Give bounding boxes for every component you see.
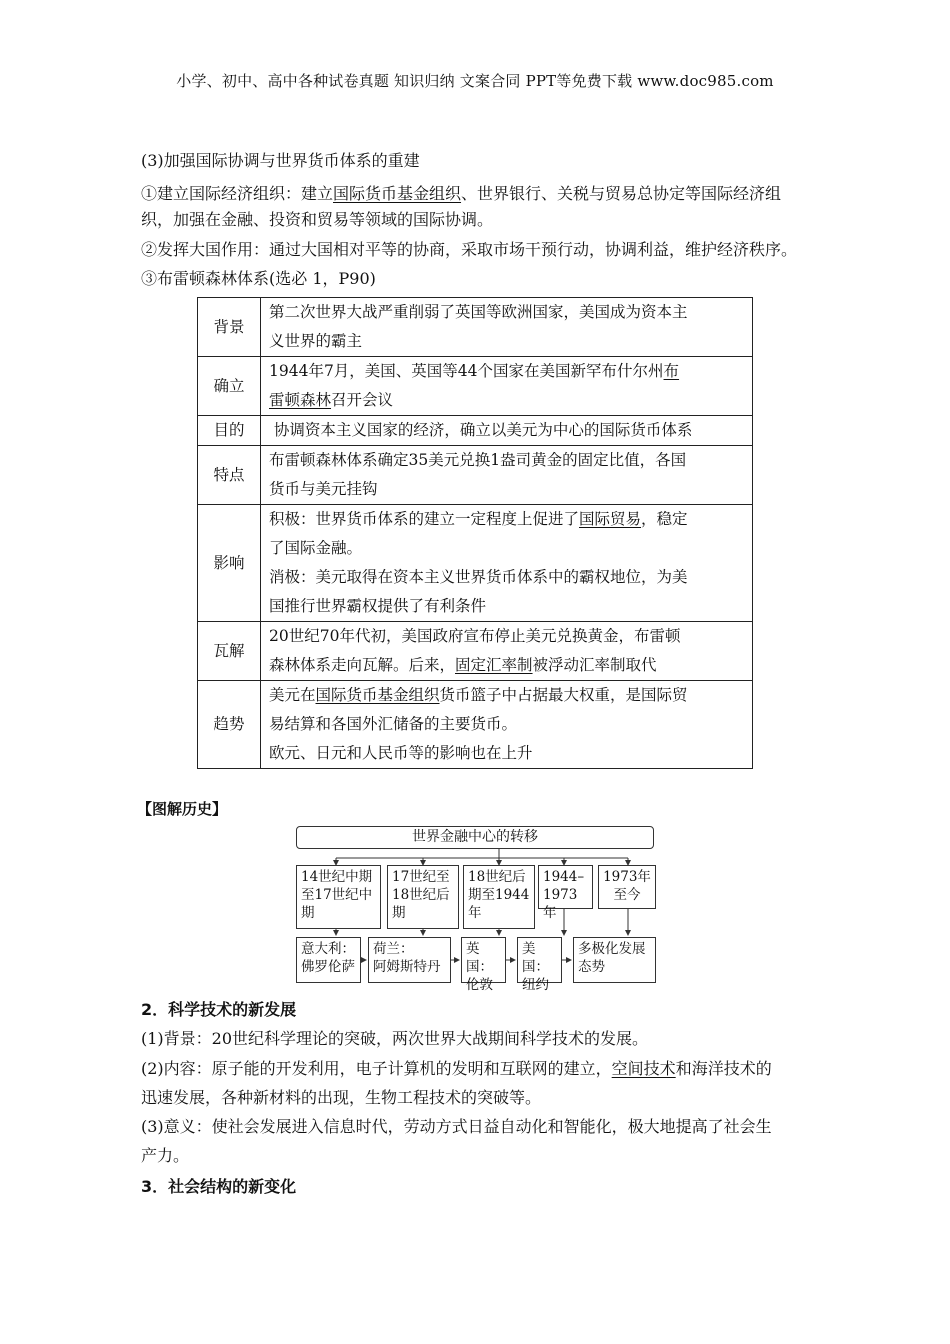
center-box-netherlands: 荷兰： 阿姆斯特丹 [368, 937, 451, 983]
center-box-usa: 美国： 纽约 [517, 937, 562, 983]
diagram-title: 世界金融中心的转移 [296, 826, 654, 849]
row-key: 趋势 [198, 681, 261, 769]
table-row [198, 446, 753, 505]
tech-meaning-line-2: 产力。 [141, 1146, 190, 1165]
table-row [198, 505, 753, 622]
row-value: 布雷顿森林体系确定35美元兑换1盎司黄金的固定比值，各国 货币与美元挂钩 [261, 446, 753, 505]
table-row [198, 357, 753, 416]
period-box-1: 14世纪中期 至17世纪中 期 [296, 865, 381, 929]
row-key: 瓦解 [198, 622, 261, 681]
row-key: 确立 [198, 357, 261, 416]
center-box-uk: 英国： 伦敦 [461, 937, 506, 983]
imf-link-text: 国际货币基金组织 [333, 184, 462, 203]
table-row [198, 416, 753, 446]
tech-meaning-line-1: (3)意义：使社会发展进入信息时代，劳动方式日益自动化和智能化，极大地提高了社会生 [141, 1117, 772, 1136]
row-key: 影响 [198, 505, 261, 622]
bretton-woods-table [197, 297, 753, 769]
table-row [198, 298, 753, 357]
period-box-5: 1973年 至今 [598, 865, 656, 909]
table-row [198, 681, 753, 769]
row-key: 特点 [198, 446, 261, 505]
center-box-italy: 意大利： 佛罗伦萨 [296, 937, 361, 983]
row-value: 美元在国际货币基金组织货币篮子中占据最大权重，是国际贸 易结算和各国外汇储备的主要货币。 欧元、日元和人民币等的影响也在上升 [261, 681, 753, 769]
row-value: 第二次世界大战严重削弱了英国等欧洲国家，美国成为资本主 义世界的霸主 [261, 298, 753, 357]
row-key: 背景 [198, 298, 261, 357]
page-header: 小学、初中、高中各种试卷真题 知识归纳 文案合同 PPT等免费下载 www.doc985.com [176, 72, 774, 90]
row-value: 积极：世界货币体系的建立一定程度上促进了国际贸易，稳定 了国际金融。 消极：美元取得在资本主义世界货币体系中的霸权地位，为美 国推行世界霸权提供了有利条件 [261, 505, 753, 622]
row-value: 协调资本主义国家的经济，确立以美元为中心的国际货币体系 [261, 416, 753, 446]
item-3: ③布雷顿森林体系(选必 1，P90) [141, 269, 376, 288]
item-1-line-2: 织，加强在金融、投资和贸易等领域的国际协调。 [141, 210, 494, 229]
tech-background: (1)背景：20世纪科学理论的突破，两次世界大战期间科学技术的发展。 [141, 1029, 649, 1048]
society-section-title: 3．社会结构的新变化 [141, 1177, 297, 1196]
row-value: 20世纪70年代初，美国政府宣布停止美元兑换黄金，布雷顿 森林体系走向瓦解。后来，固定汇率制被浮动汇率制取代 [261, 622, 753, 681]
item-2: ②发挥大国作用：通过大国相对平等的协商，采取市场干预行动，协调利益，维护经济秩序。 [141, 240, 798, 259]
tech-content-line-1: (2)内容：原子能的开发利用，电子计算机的发明和互联网的建立，空间技术和海洋技术的 [141, 1059, 772, 1078]
row-value: 1944年7月，美国、英国等44个国家在美国新罕布什尔州布 雷顿森林召开会议 [261, 357, 753, 416]
table-row [198, 622, 753, 681]
tech-content-line-2: 迅速发展，各种新材料的出现，生物工程技术的突破等。 [141, 1088, 542, 1107]
item-1-line-1: ①建立国际经济组织：建立国际货币基金组织、世界银行、关税与贸易总协定等国际经济组 [141, 184, 782, 203]
period-box-4: 1944– 1973年 [538, 865, 593, 909]
period-box-3: 18世纪后 期至1944 年 [463, 865, 535, 929]
tech-section-title: 2．科学技术的新发展 [141, 1000, 297, 1019]
finance-center-diagram [294, 825, 656, 993]
diagram-section-label: 【图解历史】 [137, 800, 228, 818]
section-3-title: (3)加强国际协调与世界货币体系的重建 [141, 151, 420, 170]
period-box-2: 17世纪至 18世纪后 期 [387, 865, 459, 929]
row-key: 目的 [198, 416, 261, 446]
center-box-multipolar: 多极化发展 态势 [573, 937, 656, 983]
